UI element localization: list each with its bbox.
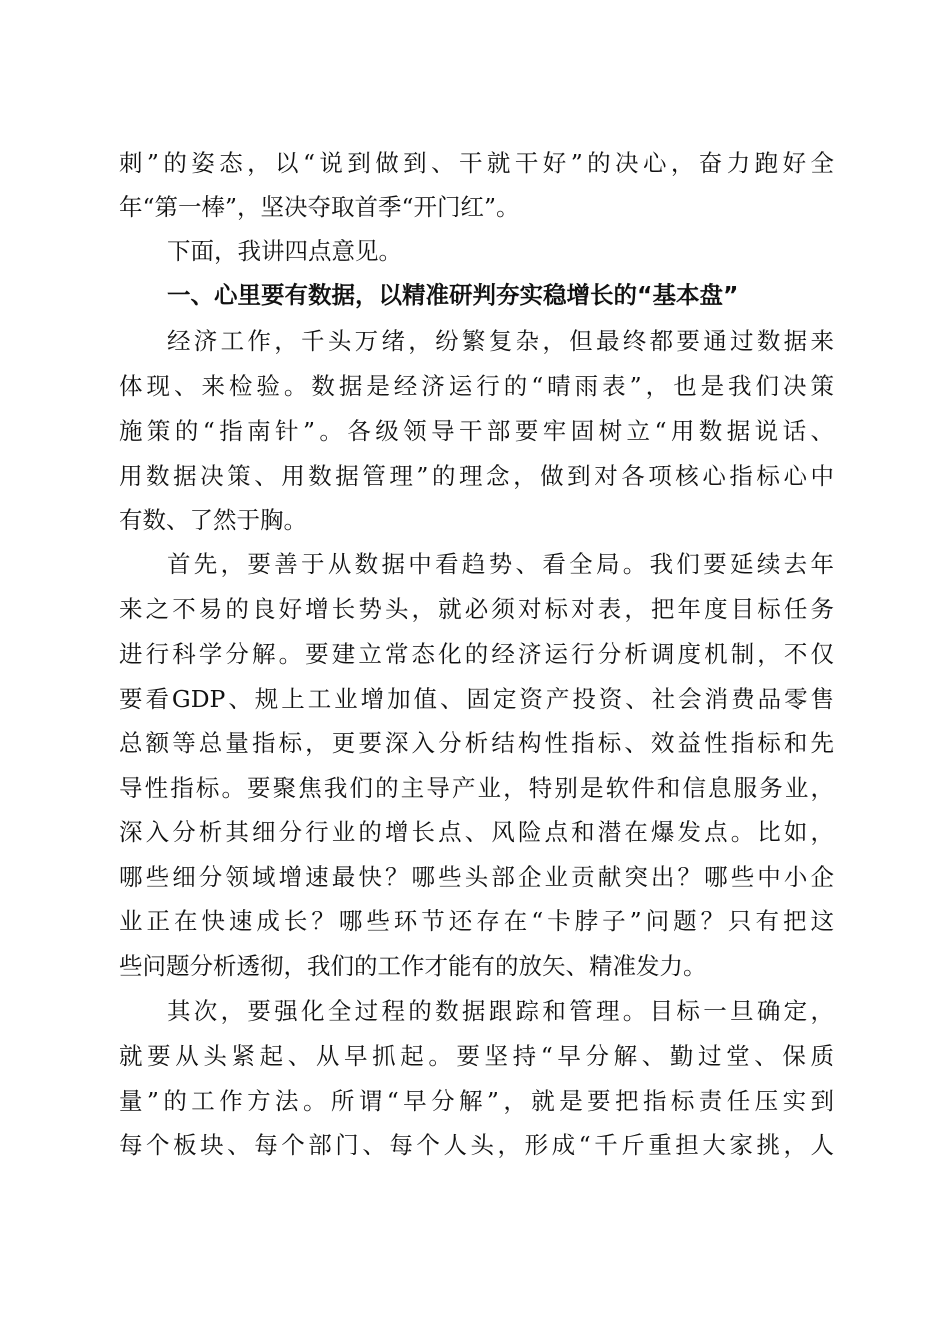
body-line-5: 经济工作，千头万绪，纷繁复杂，但最终都要通过数据来 [167, 327, 834, 355]
body-line-17: 哪些细分领域增速最快？哪些头部企业贡献突出？哪些中小企 [119, 863, 834, 891]
body-line-2: 年“第一棒”，坚决夺取首季“开门红”。 [119, 193, 520, 221]
body-line-22: 量”的工作方法。所谓“早分解”，就是要把指标责任压实到 [119, 1087, 834, 1115]
body-line-13: 要看GDP、规上工业增加值、固定资产投资、社会消费品零售 [119, 685, 834, 713]
body-line-20: 其次，要强化全过程的数据跟踪和管理。目标一旦确定， [167, 997, 834, 1025]
body-line-15: 导性指标。要聚焦我们的主导产业，特别是软件和信息服务业， [119, 774, 834, 802]
body-line-16: 深入分析其细分行业的增长点、风险点和潜在爆发点。比如， [119, 818, 834, 846]
body-line-23: 每个板块、每个部门、每个人头，形成“千斤重担大家挑，人 [119, 1131, 834, 1159]
body-line-19: 些问题分析透彻，我们的工作才能有的放矢、精准发力。 [119, 952, 707, 980]
section-heading-1: 一、心里要有数据，以精准研判夯实稳增长的“基本盘” [167, 281, 739, 309]
body-line-8: 用数据决策、用数据管理”的理念，做到对各项核心指标心中 [119, 462, 834, 490]
body-line-11: 来之不易的良好增长势头，就必须对标对表，把年度目标任务 [119, 595, 834, 623]
body-line-12: 进行科学分解。要建立常态化的经济运行分析调度机制，不仅 [119, 640, 834, 668]
body-line-9: 有数、了然于胸。 [119, 506, 307, 534]
body-line-10: 首先，要善于从数据中看趋势、看全局。我们要延续去年 [167, 550, 834, 578]
body-line-6: 体现、来检验。数据是经济运行的“晴雨表”，也是我们决策 [119, 372, 834, 400]
body-line-21: 就要从头紧起、从早抓起。要坚持“早分解、勤过堂、保质 [119, 1042, 834, 1070]
body-line-14: 总额等总量指标，更要深入分析结构性指标、效益性指标和先 [119, 729, 834, 757]
body-line-1: 刺”的姿态，以“说到做到、干就干好”的决心，奋力跑好全 [119, 149, 834, 177]
intro-paragraph: 下面，我讲四点意见。 [167, 237, 402, 265]
body-line-7: 施策的“指南针”。各级领导干部要牢固树立“用数据说话、 [119, 417, 834, 445]
body-line-18: 业正在快速成长？哪些环节还存在“卡脖子”问题？只有把这 [119, 907, 834, 935]
